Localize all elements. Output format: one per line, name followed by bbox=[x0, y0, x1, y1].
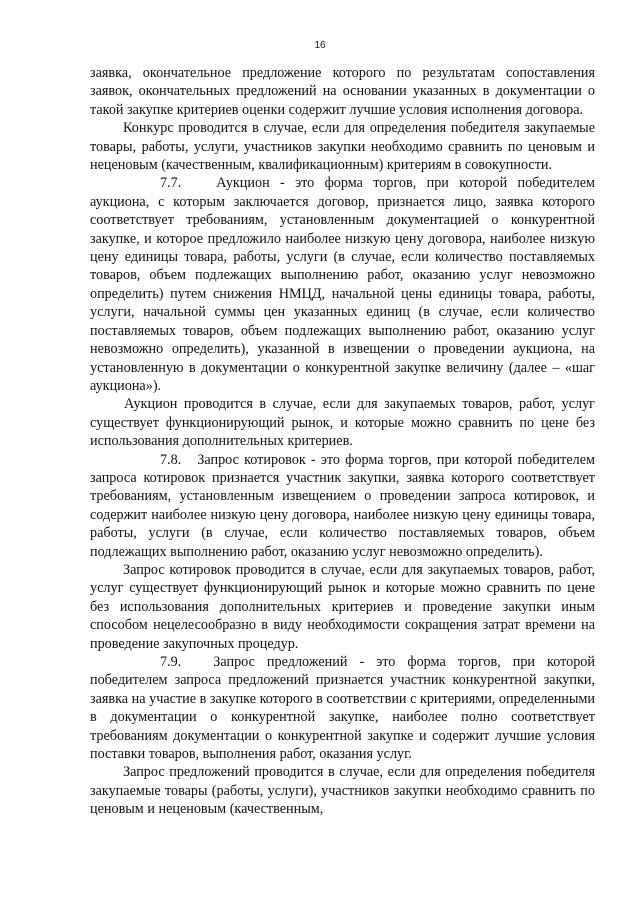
clause-number: 7.7. bbox=[160, 175, 182, 192]
paragraph-competition-note: Конкурс проводится в случае, если для определения победителя закупаемые товары, работы, услуги, участников закупки необходимо сравнить по ценовым и неценовым (качественным, квалификационным) критериям в совокупности. bbox=[90, 120, 595, 174]
clause-text: Запрос предложений - это форма торгов, при которой победителем запроса предложений признается участник конкурентной закупки, заявка на участие в закупке которого в соответствии с критериями, определенными в документации о конкурентной закупке, наиболее полно соответствует требованиям документации о конкурентной закупке и содержит лучшие условия поставки товаров, выполнения работ, оказания услуг. bbox=[90, 654, 595, 763]
clause-number: 7.9. bbox=[160, 654, 182, 670]
clause-number: 7.8. bbox=[160, 451, 182, 468]
paragraph-quotation-note: Запрос котировок проводится в случае, если для закупаемых товаров, работ, услуг существует функционирующий рынок и которые можно сравнить по цене без использования дополнительных критериев и проведение закупки иным способом нецелесообразно в виду необходимости сокращения затрат времени на проведение закупочных процедур. bbox=[90, 561, 595, 652]
clause-7-9 bbox=[90, 653, 595, 763]
clause-text: Запрос котировок - это форма торгов, при которой победителем запроса котировок признается участник закупки, заявка которого соответствует требованиям, установленным извещением о проведении запроса котировок, и содержит наиболее низкую цену договора, наиболее низкую цену единицы товара, работы, услуги (в случае, если количество поставляемых товаров, объем подлежащих выполнению работ, оказанию услуг невозможно определить). bbox=[90, 451, 595, 560]
clause-7-8 bbox=[90, 451, 595, 561]
clause-text: Аукцион - это форма торгов, при которой победителем аукциона, с которым заключается договор, признается лицо, заявка которого соответствует требованиям, установленным документацией о конкурентной закупке, и которое предложило наиболее низкую цену договора, наиболее низкую цену единицы товара, работы, услуги (в случае, если количество поставляемых товаров, объем подлежащих выполнению работ, оказанию услуг невозможно определить) путем снижения НМЦД, начальной цены единицы товара, работы, услуги, начальной суммы цен указанных единиц (в случае, если количество поставляемых товаров, объем подлежащих выполнению работ, оказанию услуг невозможно определить), указанной в извещении о проведении аукциона, на установленную в документации о конкурентной закупке величину (далее – «шаг аукциона»). bbox=[90, 175, 595, 394]
document-body bbox=[90, 64, 595, 819]
paragraph-auction-note: Аукцион проводится в случае, если для закупаемых товаров, работ, услуг существует функционирующий рынок, и которые можно сравнить по цене без использования дополнительных критериев. bbox=[90, 396, 595, 450]
clause-7-7 bbox=[90, 174, 595, 395]
paragraph-continuation: заявка, окончательное предложение которого по результатам сопоставления заявок, окончательных предложений на основании указанных в документации о такой закупке критериев оценки содержит лучшие условия исполнения договора. bbox=[90, 65, 595, 118]
page-number: 16 bbox=[314, 40, 326, 51]
paragraph-proposal-note: Запрос предложений проводится в случае, если для определения победителя закупаемые товары (работы, услуги), участников закупки необходимо сравнить по ценовым и неценовым (качественным, bbox=[90, 764, 595, 818]
